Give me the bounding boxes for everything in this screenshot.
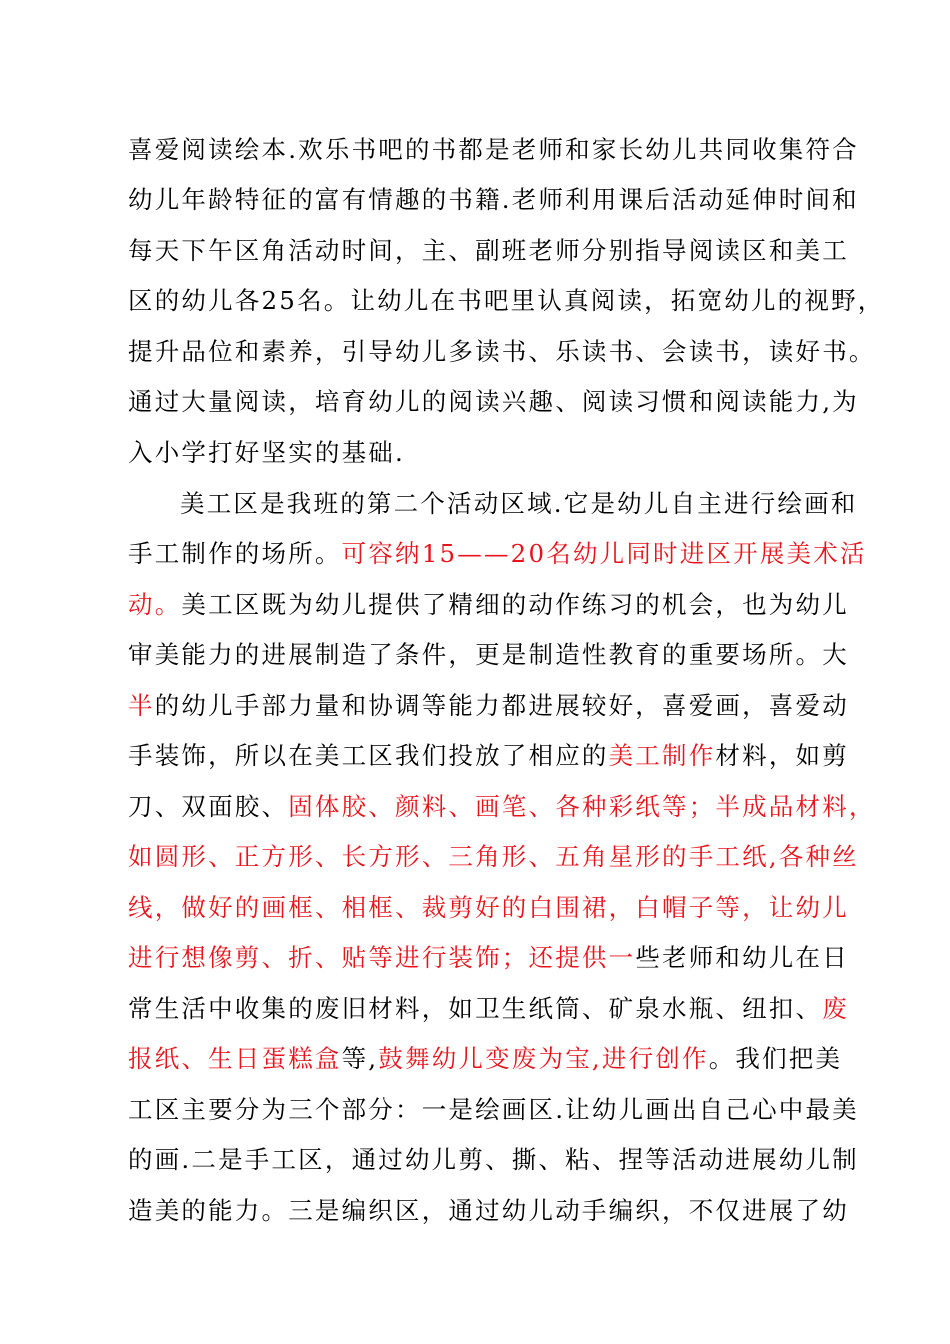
highlighted-text: 美工制作 xyxy=(608,741,716,770)
paragraph-line xyxy=(128,942,848,974)
paragraph-line xyxy=(128,1043,848,1075)
highlighted-text: 如圆形、正方形、长方形、三角形、五角星形的手工纸,各种丝 xyxy=(128,842,859,871)
paragraph-line: 区的幼儿各25名。让幼儿在书吧里认真阅读，拓宽幼儿的视野， xyxy=(128,286,885,315)
text-run: 美工区既为幼儿提供了精细的动作练习的机会，也为幼儿 xyxy=(181,590,849,619)
text-run: 材料，如剪 xyxy=(715,741,849,770)
text-run: 手装饰，所以在美工区我们投放了相应的 xyxy=(128,741,609,770)
text-run: 的幼儿手部力量和协调等能力都进展较好，喜爱画，喜爱动 xyxy=(154,691,849,720)
paragraph-line xyxy=(128,993,848,1025)
highlighted-text: 可容纳15——20名幼儿同时进区开展美术活 xyxy=(341,539,867,568)
highlighted-text: 动。 xyxy=(128,590,182,619)
text-run: 等, xyxy=(341,1044,379,1073)
paragraph-line: 喜爱阅读绘本.欢乐书吧的书都是老师和家长幼儿共同收集符合 xyxy=(128,135,859,164)
text-run: 手工制作的场所。 xyxy=(128,539,342,568)
paragraph-line xyxy=(128,538,867,570)
paragraph-line: 通过大量阅读，培育幼儿的阅读兴趣、阅读习惯和阅读能力,为 xyxy=(128,387,859,416)
paragraph-line xyxy=(128,892,848,924)
paragraph-line: 每天下午区角活动时间，主、副班老师分别指导阅读区和美工 xyxy=(128,236,849,265)
highlighted-text: 进行想像剪、折、贴等进行装饰；还提供一 xyxy=(128,943,636,972)
highlighted-text: 半 xyxy=(128,691,155,720)
paragraph-line xyxy=(128,690,848,722)
highlighted-text: 固体胶、颜料、画笔、各种彩纸等；半成品材料， xyxy=(288,792,876,821)
paragraph-line: 造美的能力。三是编织区，通过幼儿动手编织，不仅进展了幼 xyxy=(128,1196,849,1225)
text-run: 常生活中收集的废旧材料，如卫生纸筒、矿泉水瓶、纽扣、 xyxy=(128,994,823,1023)
paragraph-line: 的画.二是手工区，通过幼儿剪、撕、粘、捏等活动进展幼儿制 xyxy=(128,1145,859,1174)
paragraph-line: 提升品位和素养，引导幼儿多读书、乐读书、会读书，读好书。 xyxy=(128,337,876,366)
paragraph-line xyxy=(128,841,859,873)
highlighted-text: 线，做好的画框、相框、裁剪好的白围裙，白帽子等，让幼儿 xyxy=(128,893,849,922)
paragraph-line xyxy=(128,740,848,772)
paragraph-line: 审美能力的进展制造了条件，更是制造性教育的重要场所。大 xyxy=(128,640,849,669)
highlighted-text: 废 xyxy=(822,994,849,1023)
highlighted-text: 报纸、生日蛋糕盒 xyxy=(128,1044,342,1073)
paragraph-line: 工区主要分为三个部分：一是绘画区.让幼儿画出自己心中最美 xyxy=(128,1095,859,1124)
text-run: 。我们把美 xyxy=(708,1044,843,1073)
paragraph-line xyxy=(128,791,876,823)
paragraph-line: 美工区是我班的第二个活动区域.它是幼儿自主进行绘画和 xyxy=(180,489,858,518)
paragraph-line: 幼儿年龄特征的富有情趣的书籍.老师利用课后活动延伸时间和 xyxy=(128,185,859,214)
text-run: 些老师和幼儿在日 xyxy=(635,943,849,972)
paragraph-line xyxy=(128,589,848,621)
text-run: 刀、双面胶、 xyxy=(128,792,289,821)
paragraph-line: 入小学打好坚实的基础. xyxy=(128,438,405,467)
highlighted-text: 鼓舞幼儿变废为宝,进行创作 xyxy=(378,1044,709,1073)
